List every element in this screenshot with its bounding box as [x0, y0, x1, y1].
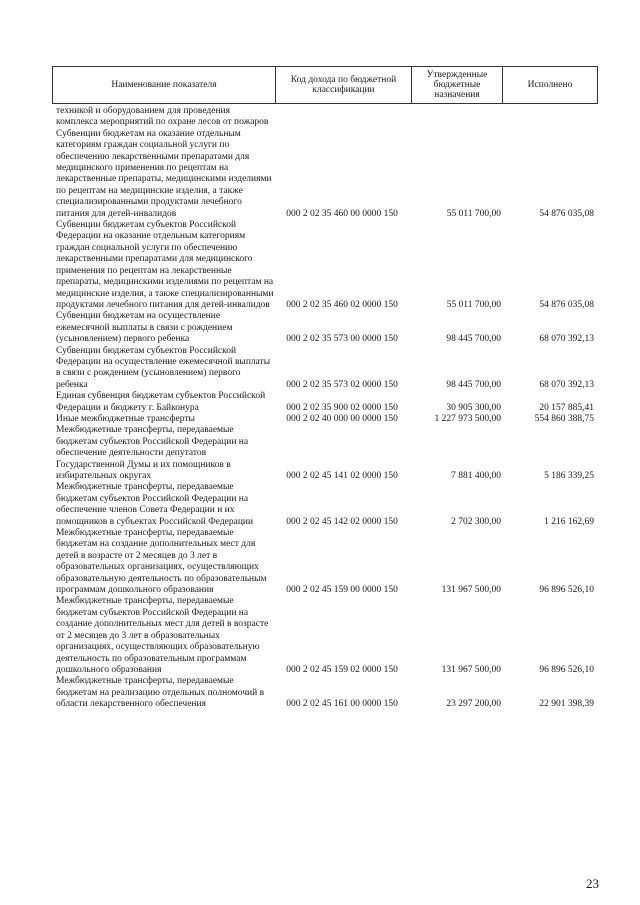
header-name: Наименование показателя	[111, 80, 217, 90]
row-executed: 68 070 392,13	[539, 379, 594, 390]
table-row	[52, 482, 598, 528]
row-executed: 96 896 526,10	[539, 585, 594, 596]
table-row	[52, 220, 598, 311]
row-name: Межбюджетные трансферты, передаваемые бюджетам субъектов Российской Федерации на создание дополнительных мест для детей в возрасте от 2 месяцев до 3 лет в образовательных организациях, осуществляющих образовательную деятельность по образовательным программам дошкольного образования	[56, 596, 269, 675]
row-code: 000 2 02 45 159 00 0000 150	[286, 585, 398, 596]
row-name: Субвенции бюджетам на осуществление ежемесячной выплаты в связи с рождением (усыновлением) первого ребенка	[56, 311, 233, 345]
row-code: 000 2 02 45 141 02 0000 150	[286, 471, 398, 481]
row-name: Межбюджетные трансферты, передаваемые бюджетам субъектов Российской Федерации на обеспечение членов Совета Федерации и их помощников в субъектах Российской Федерации	[56, 482, 254, 527]
row-name: Субвенции бюджетам субъектов Российской Федерации на оказание отдельным категориям граждан социальной услуги по обеспечению лекарственными препаратами для медицинского применения по рецептам на лекарственные препараты, медицинскими изделиями по рецептам на медицинские изделия, а также специализированными продуктами лечебного питания для детей-инвалидов	[56, 220, 274, 310]
row-name: техникой и оборудованием для проведения комплекса мероприятий по охране лесов от пожаров	[56, 106, 269, 128]
row-code: 000 2 02 35 900 02 0000 150	[286, 402, 398, 413]
table-row	[52, 425, 598, 482]
row-code: 000 2 02 35 460 02 0000 150	[286, 299, 398, 310]
row-approved: 1 227 973 500,00	[434, 413, 501, 424]
row-code: 000 2 02 45 159 02 0000 150	[286, 664, 398, 675]
row-name: Субвенции бюджетам субъектов Российской Федерации на осуществление ежемесячной выплаты в связи с рождением (усыновлением) первого ребенка	[56, 345, 271, 390]
table-row	[52, 346, 598, 392]
row-code: 000 2 02 35 460 00 0000 150	[286, 208, 398, 219]
row-approved: 23 297 200,00	[446, 699, 501, 710]
row-approved: 7 881 400,00	[451, 471, 501, 481]
row-executed: 22 901 398,39	[539, 699, 594, 710]
row-executed: 54 876 035,08	[539, 299, 594, 310]
table-row	[52, 106, 598, 129]
row-name: Межбюджетные трансферты, передаваемые бюджетам на создание дополнительных мест для детей в возрасте от 2 месяцев до 3 лет в образовательных организациях, осуществляющих образовательную деятельность по образовательным программам дошкольного образования	[56, 528, 267, 596]
row-executed: 5 186 339,25	[544, 471, 594, 481]
row-executed: 1 216 162,69	[544, 516, 594, 527]
row-approved: 98 445 700,00	[446, 379, 501, 390]
row-code: 000 2 02 35 573 00 0000 150	[286, 334, 398, 345]
row-name: Межбюджетные трансферты, передаваемые бюджетам субъектов Российской Федерации на обеспечение деятельности депутатов Государственной Думы и их помощников в избирательных округах	[56, 425, 249, 481]
row-approved: 2 702 300,00	[451, 516, 501, 527]
row-name: Единая субвенция бюджетам субъектов Российской Федерации и бюджету г. Байконура	[56, 391, 266, 413]
table-row	[52, 528, 598, 596]
table-row	[52, 676, 598, 710]
row-executed: 68 070 392,13	[539, 334, 594, 345]
table-body	[52, 106, 598, 711]
row-code: 000 2 02 45 142 02 0000 150	[286, 516, 398, 527]
table-row	[52, 414, 598, 425]
table-row	[52, 311, 598, 345]
row-code: 000 2 02 45 161 00 0000 150	[286, 699, 398, 710]
row-name: Субвенции бюджетам на оказание отдельным категориям граждан социальной услуги по обеспечению лекарственными препаратами для медицинского применения по рецептам на лекарственные препараты, медицинскими изделиями по рецептам на медицинские изделия, а также специализированными продуктами лечебного питания для детей-инвалидов	[56, 128, 272, 219]
row-executed: 554 860 388,75	[534, 413, 594, 424]
page-number: 23	[586, 876, 599, 891]
table-row	[52, 391, 598, 414]
row-executed: 96 896 526,10	[539, 664, 594, 675]
row-approved: 131 967 500,00	[441, 664, 501, 675]
row-executed: 54 876 035,08	[539, 208, 594, 219]
row-approved: 30 905 300,00	[446, 402, 501, 413]
row-approved: 131 967 500,00	[441, 585, 501, 596]
header-code: Код дохода по бюджетной классификации	[275, 67, 411, 103]
row-approved: 55 011 700,00	[446, 208, 501, 219]
table-row	[52, 596, 598, 676]
row-approved: 55 011 700,00	[446, 299, 501, 310]
table-row	[52, 129, 598, 220]
row-name: Межбюджетные трансферты, передаваемые бюджетам на реализацию отдельных полномочий в области лекарственного обеспечения	[56, 676, 265, 710]
row-code: 000 2 02 35 573 02 0000 150	[286, 379, 398, 390]
table-header	[52, 66, 598, 104]
row-name: Иные межбюджетные трансферты	[56, 413, 195, 424]
row-executed: 20 157 885,41	[539, 402, 594, 413]
header-executed: Исполнено	[502, 67, 597, 103]
row-approved: 98 445 700,00	[446, 334, 501, 345]
header-approved: Утвержденные бюджетные назначения	[411, 67, 502, 103]
row-code: 000 2 02 40 000 00 0000 150	[286, 413, 398, 424]
